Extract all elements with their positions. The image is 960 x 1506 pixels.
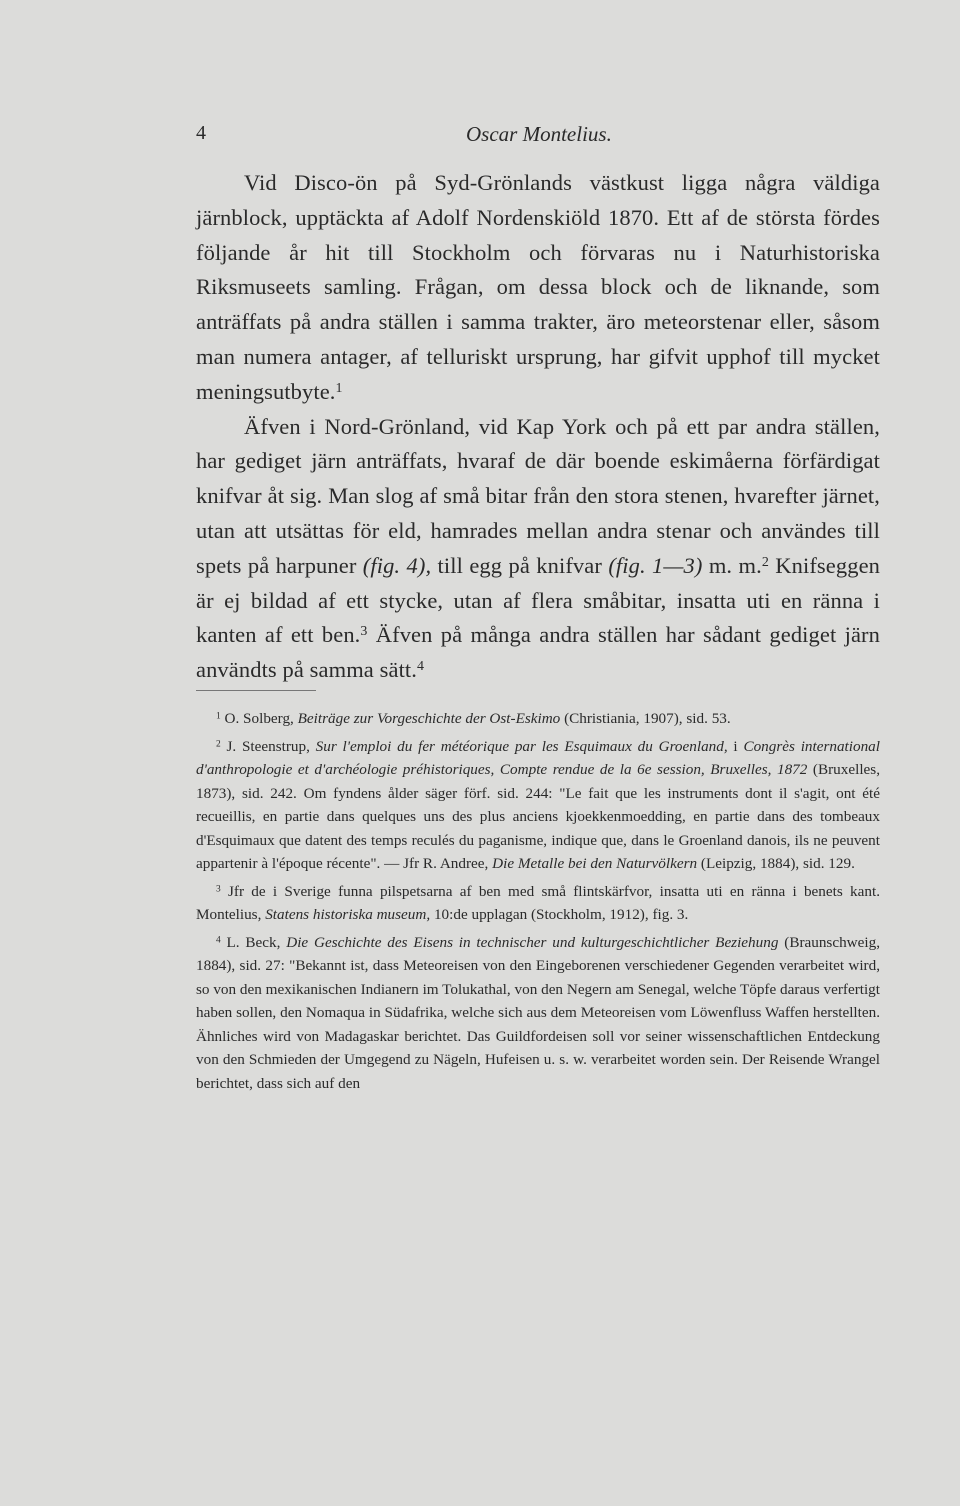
footnote-2-text-b: i (727, 737, 744, 755)
footnote-2-text-a: J. Steenstrup, (220, 737, 316, 755)
footnote-1-text-b: (Christiania, 1907), sid. 53. (560, 710, 731, 727)
running-head: Oscar Montelius. (466, 122, 612, 146)
paragraph-1 (196, 166, 880, 410)
footnote-4-title: Die Geschichte des Eisens in technischer und kulturgeschichtlicher Beziehung (286, 933, 779, 951)
footnote-separator (196, 690, 316, 691)
paragraph-2-text-b: till egg på knifvar (431, 552, 609, 578)
main-text (196, 166, 880, 688)
footnote-3-text-a: Jfr de i Sverige funna pilspetsarna af ben med små flintskärfvor, insatta uti en ränna i benets kant. Montelius, (196, 882, 880, 923)
figure-ref-4: (fig. 4), (362, 552, 432, 578)
footnote-4-text-a: L. Beck, (220, 933, 287, 951)
paragraph-2-text-e: Äfven på många andra ställen har sådant gediget järn användts på samma sätt. (196, 622, 880, 683)
page-number: 4 (196, 122, 206, 144)
footnote-2-title-2: Congrès international d'anthropologie et d'archéologie préhistoriques, Compte rendue de la 6e session, Bruxelles, 1872 (196, 737, 881, 778)
footnote-4 (196, 931, 880, 1096)
footnote-2-title-3: Die Metalle bei den Naturvölkern (492, 855, 698, 872)
footnote-2-title: Sur l'emploi du fer météorique par les Esquimaux du Groenland, (315, 737, 728, 755)
footnote-4-text-b: (Braunschweig, 1884), sid. 27: "Bekannt ist, dass Meteoreisen von den Eingeborenen verschiedener Gegenden verarbeitet wird, so von den mexikanischen Indianern im Tolukathal, von den Negern am Senegal, welche Töpfe daraus verfertigt haben sollen, den Nomaqua in Südafrika, welche sich aus dem Meteoreisen vom Löwenfluss Waffen herstellten. Ähnliches wird von Madagaskar berichtet. Das Guildfordeisen soll vor seiner wissenschaftlichen Entdeckung von den Schmieden der Umgegend zu Nägeln, Hufeisen u. s. w. verarbeitet worden sein. Der Reisende Wrangel berichtet, dass sich auf den (196, 933, 880, 1092)
paragraph-2-text-a: Äfven i Nord-Grönland, vid Kap York och på ett par andra ställen, har gediget järn anträffats, hvaraf de där boende eskimåerna förfärdigat knifvar åt sig. Man slog af små bitar från den stora stenen, hvarefter järnet, utan att utsättas för eld, hamrades mellan andra stenar och användes till spets på harpuner (196, 413, 880, 578)
footnote-3-mark: 3 (216, 883, 221, 894)
footnote-2-text-c: (Bruxelles, 1873), sid. 242. Om fyndens ålder säger förf. sid. 244: "Le fait que les instruments dont il s'agit, ont été recueillis, en partie dans quelques uns des plus anciens kjoekkenmoedding, en partie dans des tombeaux d'Esquimaux que datent des temps reculés du paganisme, indique que, dans le Groenland danois, ils ne peuvent appartenir à l'époque récente". — Jfr R. Andree, (196, 761, 880, 872)
footnote-3-text-b: 10:de upplagan (Stockholm, 1912), fig. 3. (430, 906, 689, 923)
figure-ref-1-3: (fig. 1—3) (608, 552, 703, 578)
footnote-ref-4: 4 (417, 659, 425, 675)
footnote-ref-1: 1 (335, 380, 343, 396)
footnote-3 (196, 880, 880, 927)
paragraph-1-text: Vid Disco-ön på Syd-Grönlands västkust ligga några väldiga järnblock, upptäckta af Adolf Nordenskiöld 1870. Ett af de största fördes följande år hit till Stockholm och förvaras nu i Naturhistoriska Riksmuseets samling. Frågan, om dessa block och de liknande, som anträffats på andra ställen i samma trakter, äro meteorstenar eller, såsom man numera antager, af telluriskt ursprung, har gifvit upphof till mycket meningsutbyte. (196, 170, 880, 404)
footnote-1 (196, 707, 880, 731)
paragraph-2 (196, 410, 880, 688)
paragraph-2-text-d: Knifseggen är ej bildad af ett stycke, utan af flera småbitar, insatta uti en ränna i kanten af ett ben. (196, 552, 881, 648)
paragraph-2-text-c: m. m. (702, 552, 762, 578)
footnote-2-text-d: (Leipzig, 1884), sid. 129. (697, 855, 855, 872)
footnote-2-mark: 2 (216, 738, 221, 749)
footnote-3-title: Statens historiska museum, (265, 906, 431, 923)
footnote-2 (196, 735, 880, 876)
footnote-1-mark: 1 (216, 711, 221, 722)
page-header (196, 122, 880, 152)
footnote-ref-3: 3 (360, 624, 368, 640)
footnote-1-text-a: O. Solberg, (220, 710, 298, 727)
footnotes (196, 707, 880, 1099)
footnote-ref-2: 2 (761, 554, 769, 570)
footnote-4-mark: 4 (216, 934, 221, 945)
footnote-1-title: Beiträge zur Vorgeschichte der Ost-Eskimo (297, 710, 561, 727)
